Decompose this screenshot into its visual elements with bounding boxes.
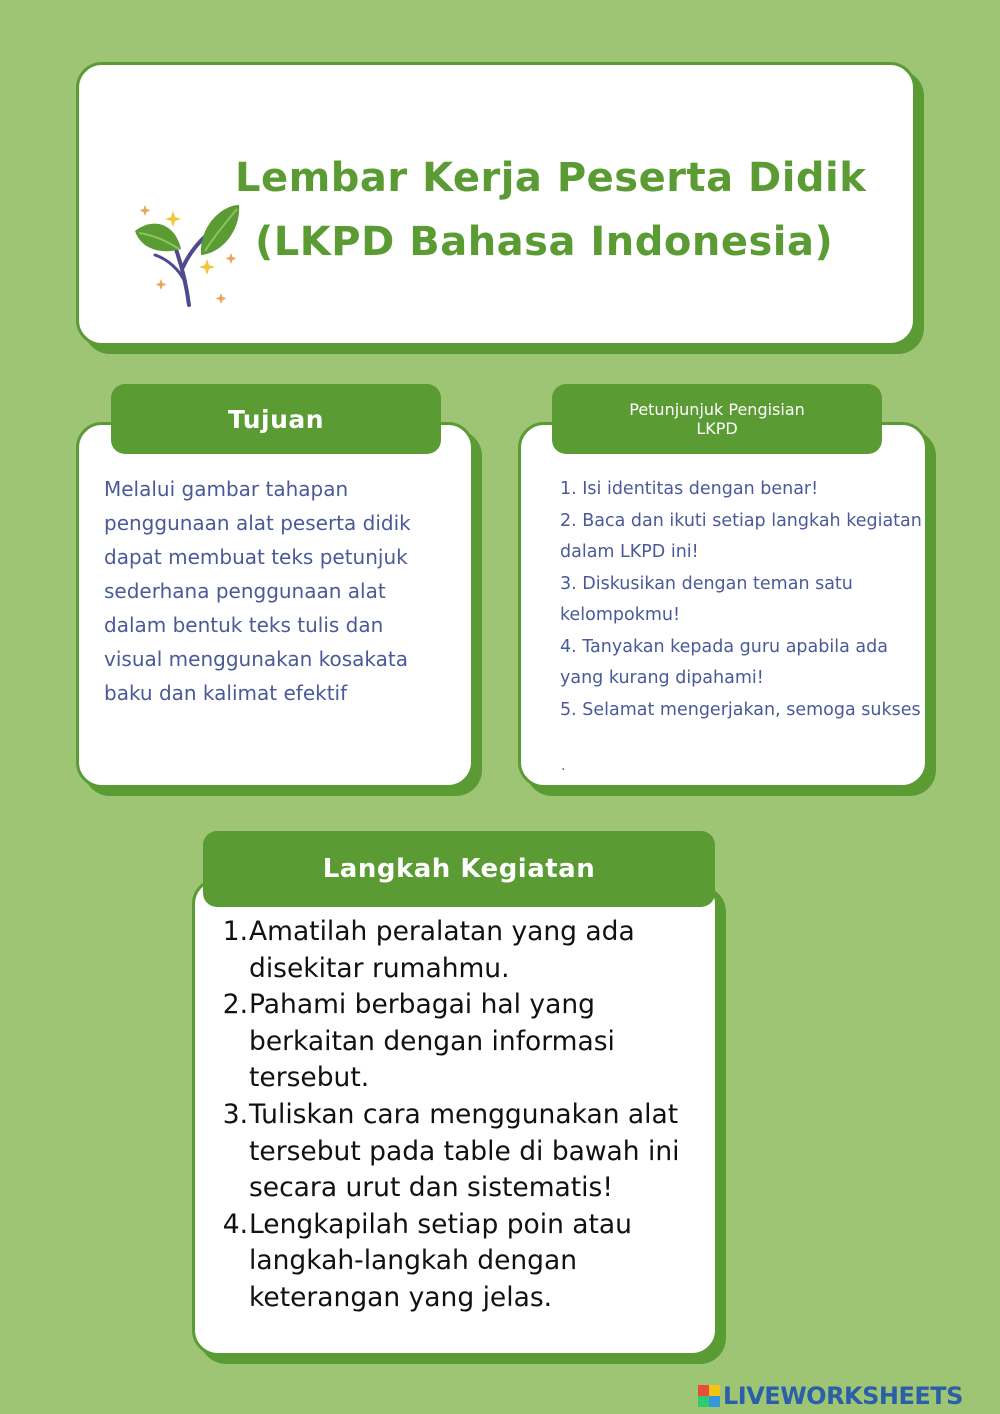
logo-square-red [698,1385,709,1396]
liveworksheets-wordmark: LIVEWORKSHEETS [723,1382,963,1410]
langkah-list [222,914,712,1317]
petunjuk-item: 5. Selamat mengerjakan, semoga sukses [560,699,921,720]
langkah-step [222,987,712,1097]
page-title-line-1: Lembar Kerja Peserta Didik [235,155,867,201]
petunjuk-list [560,474,930,726]
step-text: Tuliskan cara menggunakan alat tersebut pada table di bawah ini secara urut dan sistematis! [249,1098,680,1204]
petunjuk-item: 1. Isi identitas dengan benar! [560,479,819,499]
liveworksheets-watermark[interactable] [698,1382,963,1410]
title-card [76,62,916,346]
logo-square-yellow [709,1385,720,1396]
logo-square-green [698,1396,709,1407]
petunjuk-item: 2. Baca dan ikuti setiap langkah kegiatan dalam LKPD ini! [560,510,922,562]
page-title-line-2: (LKPD Bahasa Indonesia) [255,219,834,265]
langkah-step [222,1207,712,1317]
langkah-step [222,914,712,987]
liveworksheets-logo-icon [698,1385,720,1407]
step-number: 1. [222,916,248,947]
step-text: Lengkapilah setiap poin atau langkah-langkah dengan keterangan yang jelas. [249,1208,632,1313]
step-number: 3. [222,1098,248,1130]
logo-square-blue [709,1396,720,1407]
tujuan-heading: Tujuan [111,384,441,454]
step-text: Pahami berbagai hal yang berkaitan dengan informasi tersebut. [249,989,615,1094]
petunjuk-trailing-dot: . [561,758,566,774]
tujuan-body: Melalui gambar tahapan penggunaan alat peserta didik dapat membuat teks petunjuk sederhana penggunaan alat dalam bentuk teks tulis dan visual menggunakan kosakata baku dan kalimat efektif [104,477,411,705]
petunjuk-item: 3. Diskusikan dengan teman satu kelompokmu! [560,573,853,625]
step-number: 2. [222,989,248,1021]
petunjuk-item: 4. Tanyakan kepada guru apabila ada yang kurang dipahami! [560,636,888,688]
step-text: Amatilah peralatan yang ada disekitar rumahmu. [249,916,635,984]
step-number: 4. [222,1208,248,1240]
langkah-heading: Langkah Kegiatan [203,831,715,907]
langkah-step [222,1097,712,1207]
plant-leaves-icon [131,197,243,309]
petunjuk-heading: Petunjunjuk Pengisian LKPD [552,384,882,454]
